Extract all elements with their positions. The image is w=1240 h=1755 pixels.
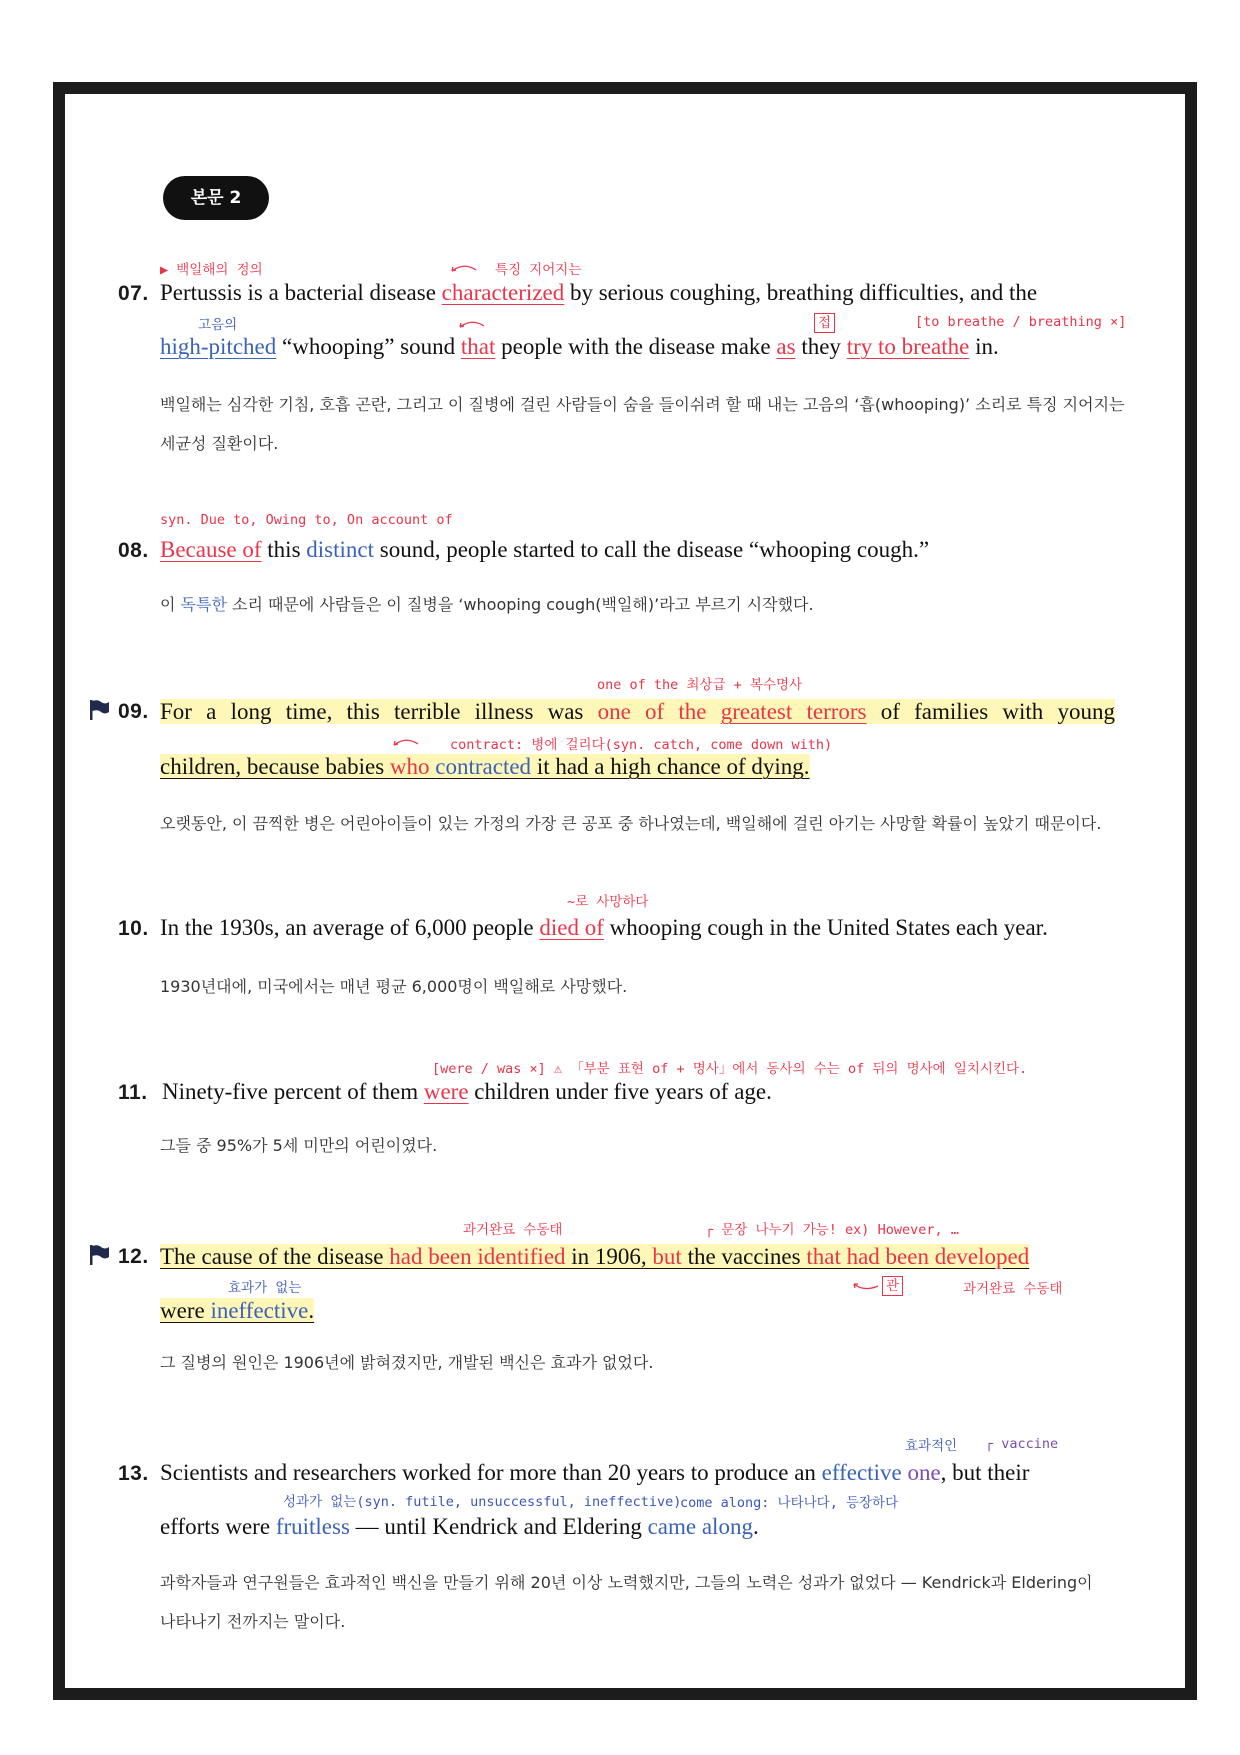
item-number: 11.: [118, 1081, 148, 1104]
sentence-line: Because of this distinct sound, people started to call the disease “whooping cough.”: [160, 537, 930, 562]
item-number: 10.: [118, 917, 149, 940]
note-contract: contract: 병에 걸리다(syn. catch, come down with): [450, 737, 833, 753]
item-number: 09.: [118, 700, 149, 723]
sentence-line: In the 1930s, an average of 6,000 people died of whooping cough in the United States each year.: [160, 915, 1048, 940]
translation: 나타나기 전까지는 말이다.: [160, 1612, 346, 1631]
note-high-pitched: 고음의: [198, 317, 238, 333]
note-relative-box: 관: [882, 1276, 903, 1296]
sentence-line: children, because babies who contracted it had a high chance of dying.: [160, 754, 810, 779]
sentence-line: The cause of the disease had been identified in 1906, but the vaccines that had been developed: [160, 1244, 1030, 1269]
arrow-icon: [852, 1280, 880, 1292]
sentence-line: high-pitched “whooping” sound that people with the disease make as they try to breathe in.: [160, 334, 999, 359]
note-synonyms: syn. Due to, Owing to, On account of: [160, 512, 453, 528]
sentence-line: Pertussis is a bacterial disease characterized by serious coughing, breathing difficulties, and the: [160, 280, 1038, 305]
arrow-icon: [392, 736, 420, 748]
note-split-sentence: ┌ 문장 나누기 가능! ex) However, …: [705, 1222, 959, 1238]
note-conjunction-box: 접: [814, 313, 835, 333]
sentence-line: For a long time, this terrible illness was one of the greatest terrors of families with young: [160, 699, 1116, 724]
item-number: 13.: [118, 1462, 149, 1485]
sentence-line: Scientists and researchers worked for more than 20 years to produce an effective one, but their: [160, 1460, 1030, 1485]
item-number: 12.: [118, 1245, 149, 1268]
note-effective: 효과적인: [905, 1438, 958, 1454]
sentence-line: efforts were fruitless — until Kendrick and Eldering came along.: [160, 1514, 759, 1539]
note-breathe: [to breathe / breathing ×]: [915, 314, 1127, 330]
note-past-perfect-passive: 과거완료 수동태: [463, 1222, 563, 1238]
translation: 오랫동안, 이 끔찍한 병은 어린아이들이 있는 가정의 가장 큰 공포 중 하나였는데, 백일해에 걸린 아기는 사망할 확률이 높았기 때문이다.: [160, 814, 1102, 833]
translation: 그 질병의 원인은 1906년에 밝혀졌지만, 개발된 백신은 효과가 없었다.: [160, 1353, 654, 1372]
note-come-along: come along: 나타나다, 등장하다: [680, 1495, 899, 1511]
translation: 세균성 질환이다.: [160, 434, 279, 453]
flag-icon: [88, 699, 110, 721]
translation: 과학자들과 연구원들은 효과적인 백신을 만들기 위해 20년 이상 노력했지만, 그들의 노력은 성과가 없었다 — Kendrick과 Eldering이: [160, 1573, 1093, 1592]
translation: 백일해는 심각한 기침, 호흡 곤란, 그리고 이 질병에 걸린 사람들이 숨을 들이쉬려 할 때 내는 고음의 ‘흡(whooping)’ 소리로 특징 지어지는: [160, 395, 1125, 414]
arrow-icon: [450, 262, 478, 274]
item-number: 08.: [118, 539, 149, 562]
arrow-icon: [458, 318, 486, 330]
note-ineffective: 효과가 없는: [228, 1280, 302, 1296]
translation: 이 독특한 소리 때문에 사람들은 이 질병을 ‘whooping cough(백일해)’라고 부르기 시작했다.: [160, 595, 814, 614]
sentence-line: Ninety-five percent of them were children under five years of age.: [162, 1079, 772, 1104]
note-characterized: 특징 지어지는: [495, 262, 582, 278]
item-number: 07.: [118, 282, 149, 305]
flag-icon: [88, 1244, 110, 1266]
translation: 그들 중 95%가 5세 미만의 어린이였다.: [160, 1136, 438, 1155]
note-agreement: [were / was ×] ⚠ 「부분 표현 of + 명사」에서 동사의 수는 of 뒤의 명사에 일치시킨다.: [432, 1061, 1028, 1077]
translation: 1930년대에, 미국에서는 매년 평균 6,000명이 백일해로 사망했다.: [160, 977, 628, 996]
note-definition: ▶ 백일해의 정의: [160, 262, 263, 278]
note-died-of: ~로 사망하다: [567, 894, 649, 910]
sentence-line: were ineffective.: [160, 1298, 315, 1323]
note-past-perfect-passive-2: 과거완료 수동태: [963, 1281, 1063, 1297]
note-superlative: one of the 최상급 + 복수명사: [597, 677, 803, 693]
note-fruitless: 성과가 없는(syn. futile, unsuccessful, ineffective): [283, 1494, 682, 1510]
section-label: 본문 2: [163, 176, 269, 220]
note-vaccine: ┌ vaccine: [985, 1436, 1059, 1452]
